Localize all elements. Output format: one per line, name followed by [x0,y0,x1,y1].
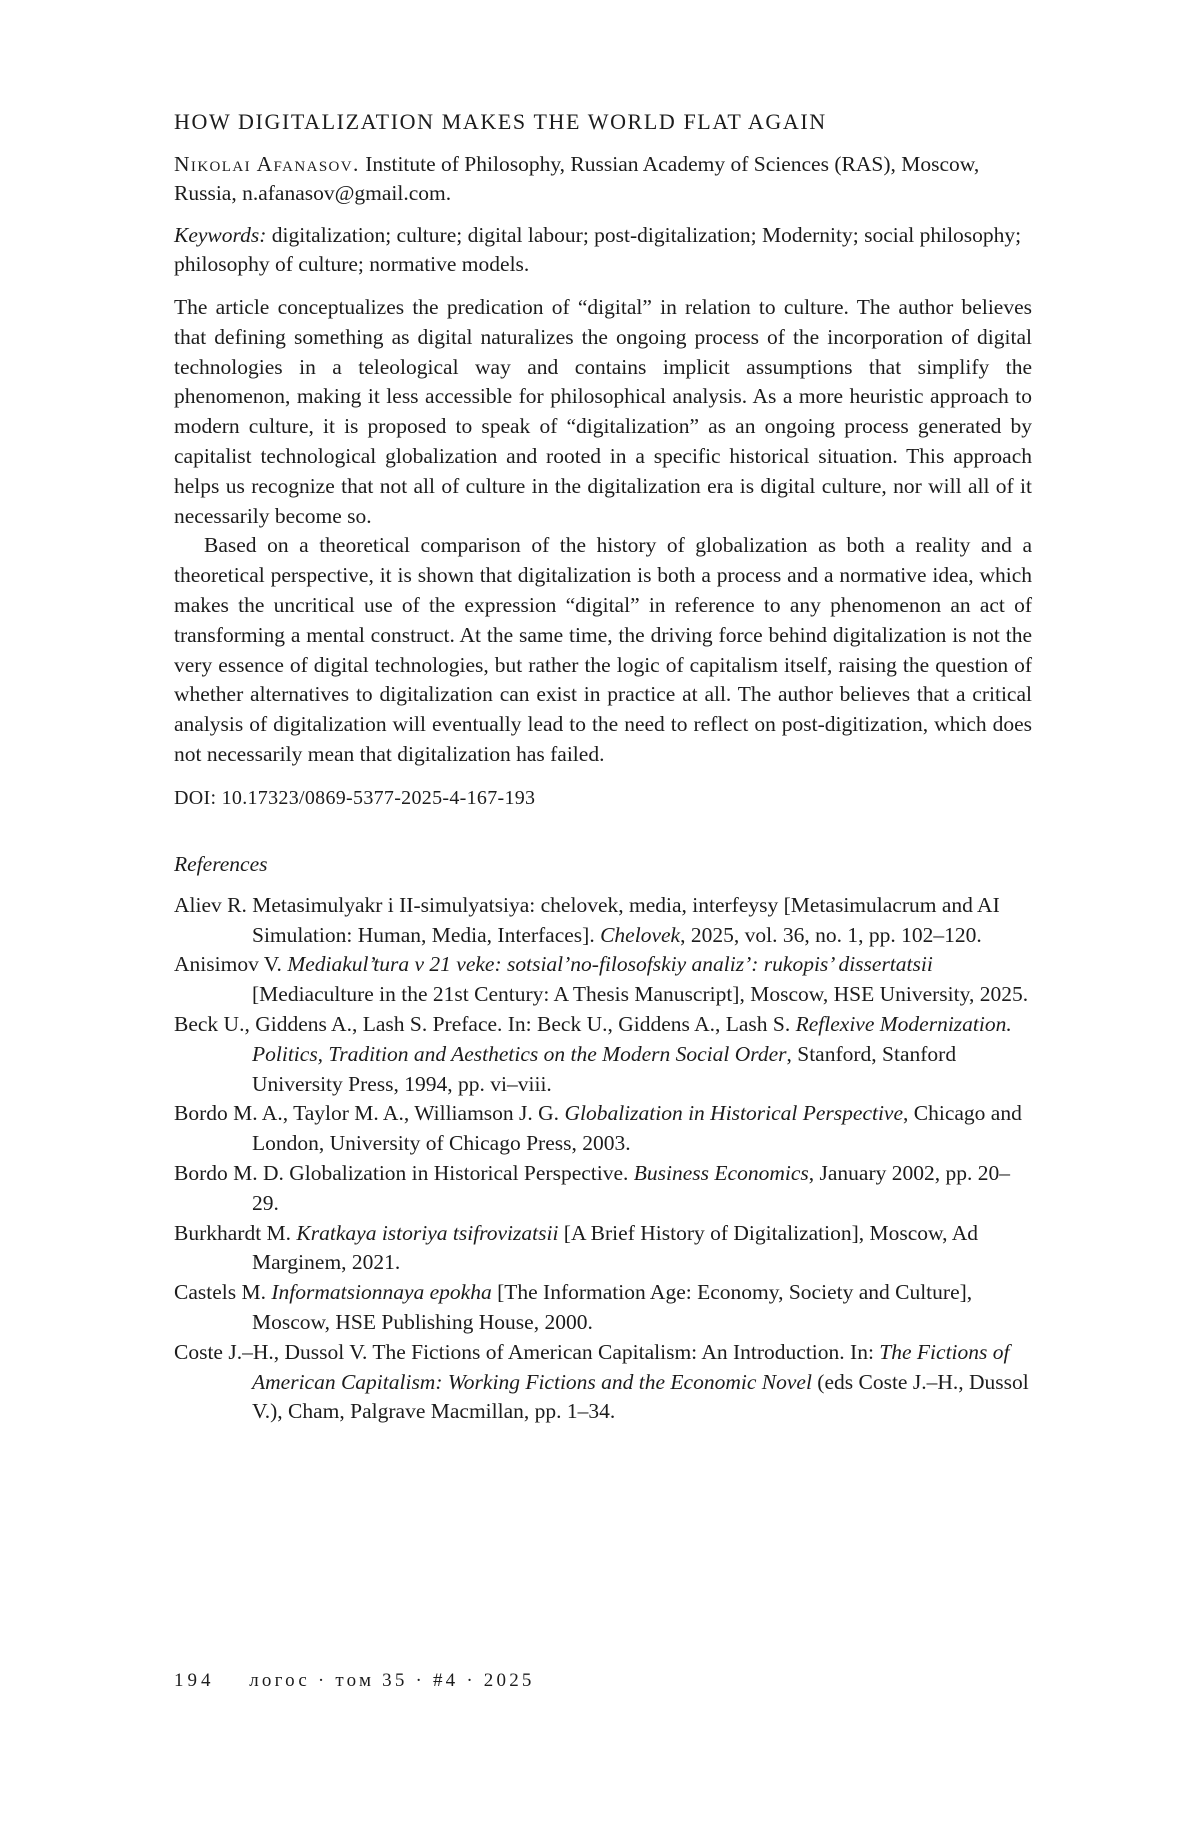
reference-item [174,950,1032,1010]
keywords-label: Keywords: [174,223,267,247]
keywords-text: digitalization; culture; digital labour; post-digitalization; Modernity; social philosophy; philosophy of culture; normative models. [174,223,1022,276]
reference-title: Business Economics [633,1160,809,1185]
article-title: HOW DIGITALIZATION MAKES THE WORLD FLAT AGAIN [174,109,827,134]
reference-item [174,1338,1032,1427]
abstract-paragraph-1: The article conceptualizes the predication of “digital” in relation to culture. The author believes that defining something as digital naturalizes the ongoing process of the incorporation of digital technologies in a teleological way and contains implicit assumptions that simplify the phenomenon, making it less accessible for philosophical analysis. As a more heuristic approach to modern culture, it is proposed to speak of “digitalization” as an ongoing process generated by capitalist technological globalization and rooted in a specific historical situation. This approach helps us recognize that not all of culture in the digitalization era is digital culture, nor will all of it necessarily become so. [174,295,1032,528]
page-number: 194 [174,1670,215,1691]
reference-text: Anisimov V. [174,952,288,977]
author-name: Nikolai Afanasov. [174,152,360,176]
reference-item [174,1159,1032,1219]
article-page [174,108,1032,1427]
references-list [174,891,1032,1427]
reference-text: , Chicago and London, University of Chicago Press, 2003. [252,1101,1022,1156]
reference-title: Kratkaya istoriya tsifrovizatsii [296,1220,559,1245]
reference-text: Burkhardt M. [174,1220,297,1245]
reference-text: [Mediaculture in the 21st Century: A Thesis Manuscript], Moscow, HSE University, 2025. [252,982,1029,1007]
reference-text: [A Brief History of Digitalization], Moscow, Ad Marginem, 2021. [252,1220,979,1275]
author-line [174,150,1032,208]
author-affiliation: Institute of Philosophy, Russian Academy of Sciences (RAS), Moscow, Russia, n.afanasov@gmail.com. [174,152,980,205]
reference-text: Coste J.–H., Dussol V. The Fictions of American Capitalism: An Introduction. In: [174,1339,880,1364]
reference-text: Bordo M. A., Taylor M. A., Williamson J. G. [174,1101,565,1126]
keywords [174,221,1032,279]
reference-text: Castels M. [174,1280,272,1305]
page-footer [174,1670,535,1692]
abstract-paragraph-2: Based on a theoretical comparison of the history of globalization as both a reality and a theoretical perspective, it is shown that digitalization is both a process and a normative idea, which makes the uncritical use of the expression “digital” in reference to any phenomenon an act of transforming a mental construct. At the same time, the driving force behind digitalization is not the very essence of digital technologies, but rather the logic of capitalism itself, raising the question of whether alternatives to digitalization can exist in practice at all. The author believes that a critical analysis of digitalization will eventually lead to the need to reflect on post-digitization, which does not necessarily mean that digitalization has failed. [174,533,1032,766]
reference-text: [The Information Age: Economy, Society and Culture], Moscow, HSE Publishing House, 2000. [252,1280,973,1334]
references-heading: References [174,851,268,876]
reference-item [174,1219,1032,1279]
abstract [174,293,1032,770]
reference-text: , Stanford, Stanford University Press, 1994, pp. vi–viii. [252,1041,957,1096]
reference-item [174,1278,1032,1338]
reference-title: Chelovek [600,922,681,947]
reference-title: Globalization in Historical Perspective [564,1101,904,1126]
reference-text: Beck U., Giddens A., Lash S. Preface. In: Beck U., Giddens A., Lash S. [174,1011,796,1036]
reference-text: Aliev R. Metasimulyakr i II-simulyatsiya: chelovek, media, interfeysy [Metasimulacrum and AI Simulation: Human, Media, Interfaces]. [174,892,1000,947]
reference-item [174,891,1032,951]
reference-item [174,1010,1032,1099]
reference-text: , 2025, vol. 36, no. 1, pp. 102–120. [680,922,982,947]
reference-title: Informatsionnaya epokha [271,1280,492,1305]
reference-item [174,1099,1032,1159]
reference-title: Mediakul’tura v 21 veke: sotsial’no-filosofskiy analiz’: rukopis’ dissertatsii [287,952,933,977]
reference-title: Reflexive Modernization. Politics, Tradition and Aesthetics on the Modern Social Order [252,1011,1012,1066]
reference-title: The Fictions of American Capitalism: Working Fictions and the Economic Novel [252,1339,1010,1394]
reference-text: (eds Coste J.–H., Dussol V.), Cham, Palgrave Macmillan, pp. 1–34. [252,1369,1029,1424]
reference-text: , January 2002, pp. 20–29. [252,1160,1010,1215]
reference-text: Bordo M. D. Globalization in Historical Perspective. [174,1160,634,1185]
doi: DOI: 10.17323/0869-5377-2025-4-167-193 [174,786,536,809]
journal-running-footer: логос · том 35 · #4 · 2025 [249,1670,535,1691]
